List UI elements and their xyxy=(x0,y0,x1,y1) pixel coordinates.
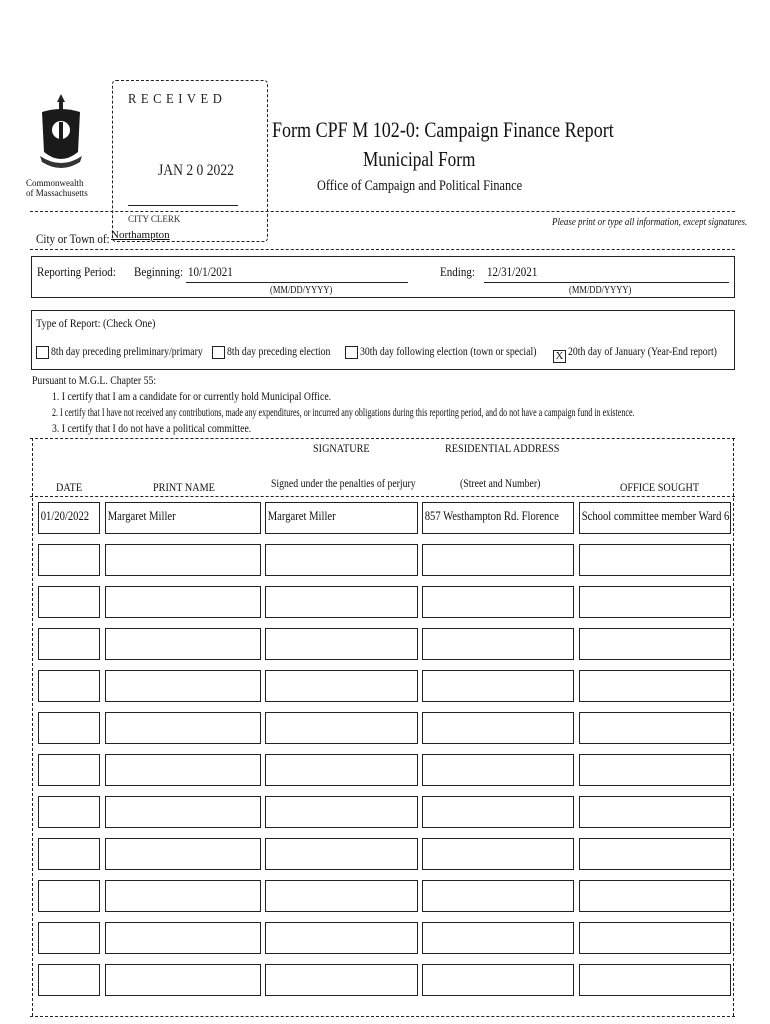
stamp-bottom-text: CITY CLERK xyxy=(128,214,181,224)
signature-cell-text: Margaret Miller xyxy=(267,509,336,523)
signature-cell[interactable] xyxy=(265,712,418,744)
city-field[interactable]: Northampton xyxy=(111,229,170,241)
form-subtitle: Municipal Form xyxy=(363,147,476,171)
date-cell[interactable] xyxy=(38,586,100,618)
print-name-cell[interactable] xyxy=(105,838,261,870)
print-name-cell[interactable] xyxy=(105,754,261,786)
signature-cell-text xyxy=(266,545,394,551)
header-address: RESIDENTIAL ADDRESS xyxy=(445,441,560,455)
office-sought-cell-text xyxy=(580,671,708,677)
print-name-cell[interactable] xyxy=(105,586,261,618)
signature-cell[interactable] xyxy=(265,628,418,660)
address-cell-text xyxy=(423,713,551,719)
ending-date-field[interactable]: 12/31/2021 xyxy=(487,264,538,279)
print-name-cell-text xyxy=(106,965,237,971)
date-cell[interactable] xyxy=(38,712,100,744)
print-name-cell-text xyxy=(106,797,237,803)
date-cell-text xyxy=(39,713,90,719)
office-sought-cell[interactable] xyxy=(579,544,731,576)
header-address-note: (Street and Number) xyxy=(460,478,541,490)
office-sought-cell-text xyxy=(580,545,708,551)
print-name-cell[interactable] xyxy=(105,544,261,576)
signature-cell[interactable] xyxy=(265,670,418,702)
option-3-label: 30th day following election (town or special) xyxy=(360,346,537,358)
office-sought-cell-text: School committee member Ward 6 xyxy=(581,509,730,523)
signature-cell-text xyxy=(266,839,394,845)
address-cell-text: 857 Westhampton Rd. Florence xyxy=(424,509,559,523)
print-name-cell[interactable] xyxy=(105,796,261,828)
signature-cell-text xyxy=(266,797,394,803)
print-name-cell-text xyxy=(106,629,237,635)
office-sought-cell[interactable] xyxy=(579,838,731,870)
address-cell[interactable] xyxy=(422,880,574,912)
signature-cell[interactable] xyxy=(265,796,418,828)
print-name-cell-text xyxy=(106,587,237,593)
report-type-option-3[interactable] xyxy=(345,346,358,364)
print-name-cell[interactable] xyxy=(105,670,261,702)
date-cell-text xyxy=(39,629,90,635)
form-title: Form CPF M 102-0: Campaign Finance Report xyxy=(272,117,614,142)
address-cell[interactable] xyxy=(422,838,574,870)
date-cell[interactable] xyxy=(38,838,100,870)
beginning-date-field[interactable]: 10/1/2021 xyxy=(188,264,233,279)
address-cell[interactable] xyxy=(422,502,574,534)
date-cell-text xyxy=(39,755,90,761)
address-cell[interactable] xyxy=(422,712,574,744)
signature-cell[interactable] xyxy=(265,922,418,954)
stamp-date: JAN 2 0 2022 xyxy=(158,162,234,179)
office-name: Office of Campaign and Political Finance xyxy=(317,178,523,194)
print-name-cell-text xyxy=(106,839,237,845)
reporting-period-label: Reporting Period: xyxy=(37,264,116,279)
signature-cell-text xyxy=(266,713,394,719)
checkbox-20th-day-january[interactable]: X xyxy=(553,350,566,363)
header-bottom-divider xyxy=(30,496,735,497)
address-cell-text xyxy=(423,671,551,677)
certification-intro: Pursuant to M.G.L. Chapter 55: xyxy=(32,375,157,387)
header-signature-note: Signed under the penalties of perjury xyxy=(271,478,416,490)
signature-cell[interactable] xyxy=(265,502,418,534)
report-type-option-1[interactable] xyxy=(36,346,49,364)
seal-caption: Commonwealth of Massachusetts xyxy=(26,178,88,198)
date-cell[interactable] xyxy=(38,880,100,912)
print-name-cell-text xyxy=(106,881,237,887)
office-sought-cell-text xyxy=(580,629,708,635)
signature-cell[interactable] xyxy=(265,754,418,786)
office-sought-cell-text xyxy=(580,839,708,845)
office-sought-cell[interactable] xyxy=(579,628,731,660)
beginning-underline xyxy=(186,282,408,283)
office-sought-cell-text xyxy=(580,881,708,887)
date-cell-text xyxy=(39,839,90,845)
address-cell-text xyxy=(423,545,551,551)
office-sought-cell[interactable] xyxy=(579,922,731,954)
office-sought-cell-text xyxy=(580,923,708,929)
office-sought-cell[interactable] xyxy=(579,796,731,828)
date-cell[interactable] xyxy=(38,670,100,702)
print-name-cell-text xyxy=(106,713,237,719)
address-cell[interactable] xyxy=(422,796,574,828)
address-cell-text xyxy=(423,965,551,971)
signature-cell[interactable] xyxy=(265,838,418,870)
office-sought-cell[interactable] xyxy=(579,754,731,786)
signature-cell-text xyxy=(266,629,394,635)
header-date: DATE xyxy=(56,480,83,494)
date-cell-text xyxy=(39,545,90,551)
office-sought-cell[interactable] xyxy=(579,670,731,702)
date-cell-text xyxy=(39,797,90,803)
date-cell[interactable] xyxy=(38,796,100,828)
option-1-label: 8th day preceding preliminary/primary xyxy=(51,346,203,358)
address-cell[interactable] xyxy=(422,964,574,996)
print-name-cell-text xyxy=(106,755,237,761)
signature-cell-text xyxy=(266,671,394,677)
header-print-name: PRINT NAME xyxy=(153,480,215,494)
signature-cell[interactable] xyxy=(265,964,418,996)
office-sought-cell-text xyxy=(580,587,708,593)
print-name-cell-text xyxy=(106,923,237,929)
massachusetts-seal xyxy=(36,92,86,178)
address-cell[interactable] xyxy=(422,586,574,618)
stamp-letters: RECEIVED xyxy=(128,92,227,107)
print-name-cell[interactable] xyxy=(105,712,261,744)
office-sought-cell-text xyxy=(580,713,708,719)
address-cell-text xyxy=(423,839,551,845)
signature-cell-text xyxy=(266,587,394,593)
signature-cell-text xyxy=(266,881,394,887)
table-top-divider xyxy=(30,438,735,439)
address-cell-text xyxy=(423,923,551,929)
print-name-cell[interactable] xyxy=(105,502,261,534)
option-2-label: 8th day preceding election xyxy=(227,346,331,358)
office-sought-cell-text xyxy=(580,755,708,761)
address-cell-text xyxy=(423,587,551,593)
table-right-border xyxy=(733,438,734,1016)
signature-cell-text xyxy=(266,965,394,971)
date-cell[interactable] xyxy=(38,754,100,786)
ending-format-hint: (MM/DD/YYYY) xyxy=(569,285,632,296)
city-label: City or Town of: xyxy=(36,231,110,246)
date-cell[interactable] xyxy=(38,964,100,996)
report-type-option-4[interactable] xyxy=(553,346,566,364)
checkbox-8th-day-primary[interactable] xyxy=(36,346,49,359)
option-4-label: 20th day of January (Year-End report) xyxy=(568,346,717,358)
address-cell-text xyxy=(423,629,551,635)
office-sought-cell-text xyxy=(580,965,708,971)
signature-cell-text xyxy=(266,923,394,929)
address-cell[interactable] xyxy=(422,670,574,702)
date-cell[interactable] xyxy=(38,922,100,954)
print-name-cell-text xyxy=(106,545,237,551)
beginning-label: Beginning: xyxy=(134,264,184,279)
header-signature: SIGNATURE xyxy=(313,441,370,455)
signature-cell[interactable] xyxy=(265,544,418,576)
date-cell[interactable] xyxy=(38,628,100,660)
header-office-sought: OFFICE SOUGHT xyxy=(620,480,700,494)
report-type-option-2[interactable] xyxy=(212,346,225,364)
date-cell[interactable] xyxy=(38,502,100,534)
address-cell-text xyxy=(423,755,551,761)
print-name-cell[interactable] xyxy=(105,880,261,912)
date-cell[interactable] xyxy=(38,544,100,576)
signature-cell[interactable] xyxy=(265,586,418,618)
address-cell-text xyxy=(423,881,551,887)
signature-cell[interactable] xyxy=(265,880,418,912)
header-divider xyxy=(30,211,735,212)
date-cell-text xyxy=(39,881,90,887)
office-sought-cell[interactable] xyxy=(579,964,731,996)
certification-item-1: 1. I certify that I am a candidate for or currently hold Municipal Office. xyxy=(52,391,332,403)
print-name-cell-text xyxy=(106,671,237,677)
date-cell-text xyxy=(39,923,90,929)
city-divider xyxy=(30,249,735,250)
address-cell[interactable] xyxy=(422,544,574,576)
stamp-divider xyxy=(128,205,238,206)
office-sought-cell-text xyxy=(580,797,708,803)
office-sought-cell[interactable] xyxy=(579,502,731,534)
print-name-cell[interactable] xyxy=(105,922,261,954)
ending-underline xyxy=(484,282,729,283)
table-bottom-border xyxy=(30,1016,735,1017)
checkbox-30th-day[interactable] xyxy=(345,346,358,359)
address-cell-text xyxy=(423,797,551,803)
address-cell[interactable] xyxy=(422,754,574,786)
table-left-border xyxy=(32,438,33,1016)
address-cell[interactable] xyxy=(422,922,574,954)
beginning-format-hint: (MM/DD/YYYY) xyxy=(270,285,333,296)
print-name-cell[interactable] xyxy=(105,964,261,996)
date-cell-text xyxy=(39,587,90,593)
address-cell[interactable] xyxy=(422,628,574,660)
instruction-text: Please print or type all information, except signatures. xyxy=(552,217,748,228)
certification-item-2: 2. I certify that I have not received any contributions, made any expenditures, or incurred any obligations during this reporting period, and do not have a campaign fund in existence. xyxy=(52,407,635,419)
print-name-cell-text: Margaret Miller xyxy=(107,509,176,523)
signature-cell-text xyxy=(266,755,394,761)
certification-item-3: 3. I certify that I do not have a political committee. xyxy=(52,423,252,435)
office-sought-cell[interactable] xyxy=(579,586,731,618)
date-cell-text: 01/20/2022 xyxy=(40,509,90,523)
checkbox-8th-day-election[interactable] xyxy=(212,346,225,359)
ending-label: Ending: xyxy=(440,264,475,279)
print-name-cell[interactable] xyxy=(105,628,261,660)
date-cell-text xyxy=(39,671,90,677)
office-sought-cell[interactable] xyxy=(579,880,731,912)
office-sought-cell[interactable] xyxy=(579,712,731,744)
date-cell-text xyxy=(39,965,90,971)
report-type-label: Type of Report: (Check One) xyxy=(36,316,156,330)
